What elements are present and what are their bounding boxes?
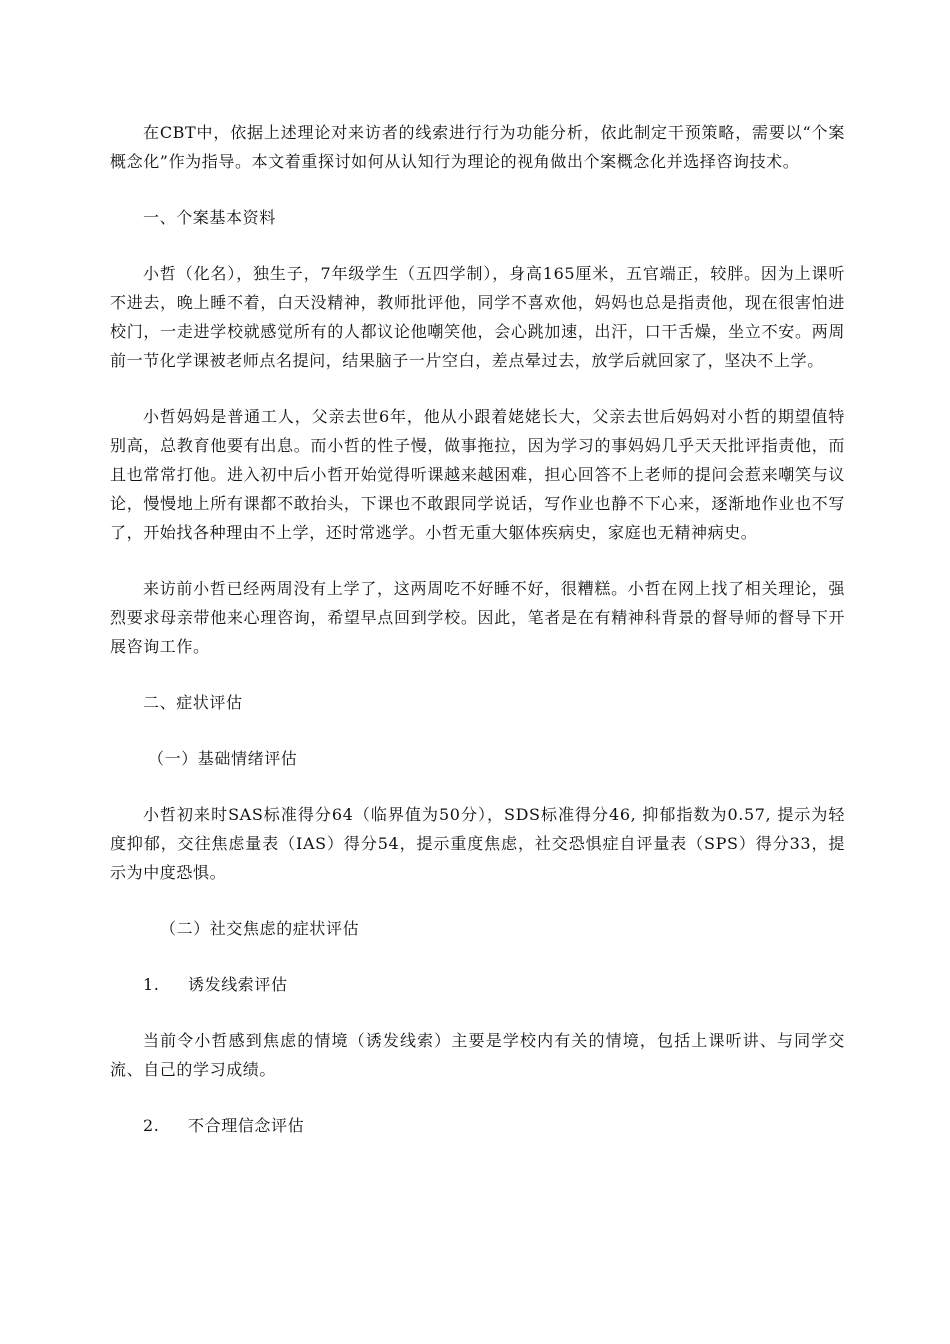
item-text: 不合理信念评估 (188, 1116, 305, 1135)
item-number: 1. (143, 975, 160, 994)
document-body (110, 118, 845, 1167)
subheading-social-anxiety: （二）社交焦虑的症状评估 (160, 919, 360, 938)
numbered-item-irrational-beliefs (110, 1111, 845, 1140)
trigger-situations-paragraph: 当前令小哲感到焦虑的情境（诱发线索）主要是学校内有关的情境，包括上课听讲、与同学交流、自己的学习成绩。 (110, 1031, 845, 1079)
section-heading-basic-info: 一、个案基本资料 (143, 208, 276, 227)
scale-scores-paragraph: 小哲初来时SAS标准得分64（临界值为50分），SDS标准得分46, 抑郁指数为0.57, 提示为轻度抑郁，交往焦虑量表（IAS）得分54，提示重度焦虑，社交恐惧症自评量表（SPS）得分33，提示为中度恐惧。 (110, 805, 845, 882)
case-background-paragraph: 小哲（化名），独生子，7年级学生（五四学制），身高165厘米，五官端正，较胖。因为上课听不进去，晚上睡不着，白天没精神，教师批评他，同学不喜欢他，妈妈也总是指责他，现在很害怕进校门，一走进学校就感觉所有的人都议论他嘲笑他，会心跳加速，出汗，口干舌燥，坐立不安。两周前一节化学课被老师点名提问，结果脑子一片空白，差点晕过去，放学后就回家了，坚决不上学。 (110, 264, 845, 370)
item-text: 诱发线索评估 (188, 975, 288, 994)
family-background-paragraph: 小哲妈妈是普通工人，父亲去世6年，他从小跟着姥姥长大，父亲去世后妈妈对小哲的期望值特别高，总教育他要有出息。而小哲的性子慢，做事拖拉，因为学习的事妈妈几乎天天批评指责他，而且也常常打他。进入初中后小哲开始觉得听课越来越困难，担心回答不上老师的提问会惹来嘲笑与议论，慢慢地上所有课都不敢抬头，下课也不敢跟同学说话，写作业也静不下心来，逐渐地作业也不写了，开始找各种理由不上学，还时常逃学。小哲无重大躯体疾病史，家庭也无精神病史。 (110, 407, 845, 542)
section-heading-symptom-assessment: 二、症状评估 (143, 693, 243, 712)
subheading-basic-emotion: （一）基础情绪评估 (148, 749, 298, 768)
item-number: 2. (143, 1116, 160, 1135)
referral-paragraph: 来访前小哲已经两周没有上学了，这两周吃不好睡不好，很糟糕。小哲在网上找了相关理论，强烈要求母亲带他来心理咨询，希望早点回到学校。因此，笔者是在有精神科背景的督导师的督导下开展咨询工作。 (110, 579, 845, 656)
intro-paragraph: 在CBT中，依据上述理论对来访者的线索进行行为功能分析，依此制定干预策略，需要以“个案概念化”作为指导。本文着重探讨如何从认知行为理论的视角做出个案概念化并选择咨询技术。 (110, 123, 845, 171)
numbered-item-trigger-cues (110, 970, 845, 999)
